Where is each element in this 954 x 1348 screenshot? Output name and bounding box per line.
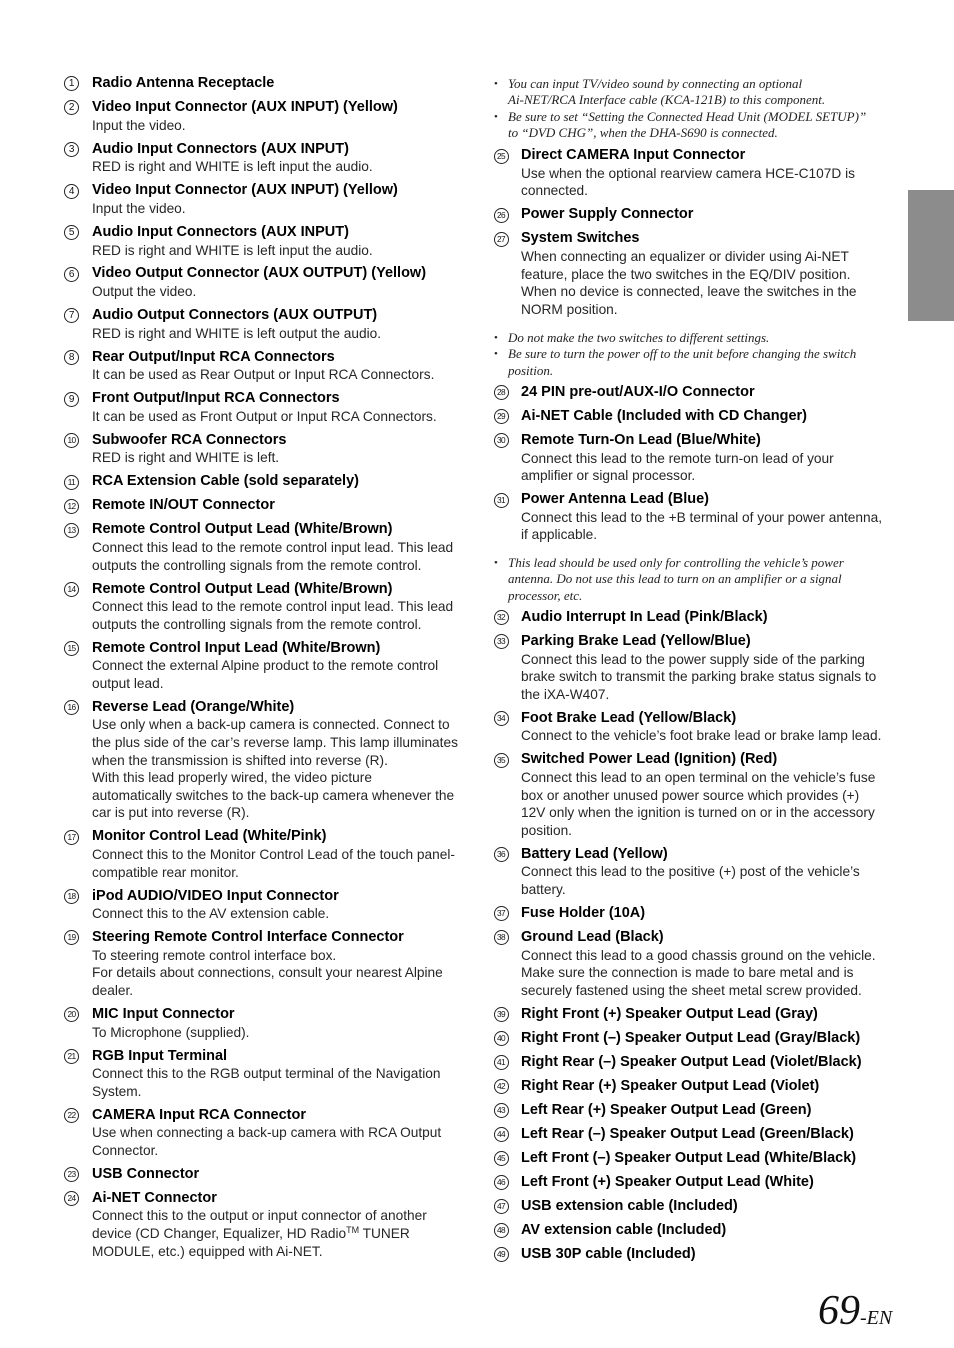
item-title: Left Front (–) Speaker Output Lead (White/Black) bbox=[521, 1149, 857, 1166]
item-number: 20 bbox=[64, 1007, 79, 1022]
item-title: Fuse Holder (10A) bbox=[521, 904, 646, 921]
item-number: 31 bbox=[494, 493, 509, 508]
item-title: Video Output Connector (AUX OUTPUT) (Yellow) bbox=[92, 265, 427, 282]
item-number: 35 bbox=[494, 753, 509, 768]
item-title: Audio Interrupt In Lead (Pink/Black) bbox=[521, 609, 768, 626]
left-column bbox=[67, 75, 490, 1266]
item-number: 1 bbox=[64, 76, 79, 91]
item-title: Ai-NET Connector bbox=[92, 1189, 217, 1206]
item-number: 43 bbox=[494, 1103, 509, 1118]
list-item bbox=[496, 1197, 901, 1216]
list-item bbox=[67, 1106, 490, 1160]
item-description: Output the video. bbox=[92, 284, 197, 300]
item-title: Audio Input Connectors (AUX INPUT) bbox=[92, 223, 349, 240]
item-description: Connect this lead to the remote control input lead. This lead outputs the controlling signals from the remote control. bbox=[92, 539, 454, 573]
item-description: Connect this to the AV extension cable. bbox=[92, 906, 330, 922]
item-title: Front Output/Input RCA Connectors bbox=[92, 390, 340, 407]
item-title: Video Input Connector (AUX INPUT) (Yellow) bbox=[92, 99, 398, 116]
item-number: 24 bbox=[64, 1191, 79, 1206]
list-item bbox=[68, 140, 490, 176]
list-item bbox=[67, 521, 490, 574]
item-number: 23 bbox=[64, 1167, 79, 1182]
item-title: 24 PIN pre-out/AUX-I/O Connector bbox=[521, 384, 755, 401]
item-number: 8 bbox=[64, 350, 79, 365]
item-number: 28 bbox=[494, 385, 509, 400]
item-title: Left Front (+) Speaker Output Lead (White) bbox=[521, 1173, 814, 1190]
item-number: 49 bbox=[494, 1247, 509, 1262]
item-title: Remote Control Output Lead (White/Brown) bbox=[92, 521, 393, 538]
item-title: USB 30P cable (Included) bbox=[521, 1245, 696, 1262]
item-number: 3 bbox=[64, 142, 79, 157]
item-description: Connect this lead to an open terminal on the vehicle’s fuse box or another unused power source which provides (+) 12V only when the ignition is turned on or in the accessory position. bbox=[521, 769, 876, 838]
item-number: 37 bbox=[494, 906, 509, 921]
list-item bbox=[68, 307, 490, 342]
item-description: To steering remote control interface box. For details about connections, consult your nearest Alpine dealer. bbox=[92, 947, 443, 998]
list-item bbox=[67, 497, 490, 515]
item-description: Connect this lead to the positive (+) post of the vehicle’s battery. bbox=[521, 864, 860, 897]
item-number: 9 bbox=[64, 392, 79, 407]
list-item bbox=[67, 1165, 490, 1184]
item-number: 12 bbox=[64, 499, 79, 514]
list-item bbox=[67, 639, 490, 693]
item-description: RED is right and WHITE is left output the audio. bbox=[92, 325, 382, 341]
list-item bbox=[68, 265, 490, 300]
note-item bbox=[494, 76, 901, 109]
item-title: System Switches bbox=[521, 230, 640, 247]
bullet-icon: • bbox=[494, 110, 498, 123]
page-number bbox=[818, 1290, 892, 1339]
list-item bbox=[67, 473, 490, 491]
list-item bbox=[68, 99, 490, 134]
item-description: It can be used as Rear Output or Input RCA Connectors. bbox=[92, 367, 435, 383]
item-number: 10 bbox=[64, 433, 79, 448]
item-number: 14 bbox=[64, 582, 79, 597]
item-description: Connect this to the Monitor Control Lead of the touch panel- compatible rear monitor. bbox=[92, 847, 455, 880]
item-title: RCA Extension Cable (sold separately) bbox=[92, 473, 359, 490]
item-title: Right Front (+) Speaker Output Lead (Gray) bbox=[521, 1005, 818, 1022]
note-text: Be sure to turn the power off to the unit before changing the switch position. bbox=[508, 346, 857, 378]
bullet-icon: • bbox=[494, 556, 498, 569]
list-item bbox=[67, 929, 490, 999]
item-number: 45 bbox=[494, 1151, 509, 1166]
item-title: Battery Lead (Yellow) bbox=[521, 845, 668, 862]
item-title: Switched Power Lead (Ignition) (Red) bbox=[521, 751, 778, 768]
item-title: Direct CAMERA Input Connector bbox=[521, 147, 746, 164]
list-item bbox=[496, 751, 901, 839]
list-item bbox=[67, 698, 490, 822]
item-number: 44 bbox=[494, 1127, 509, 1142]
bullet-icon: • bbox=[494, 77, 498, 90]
item-number: 42 bbox=[494, 1079, 509, 1094]
item-description: Connect this to the RGB output terminal of the Navigation System. bbox=[92, 1066, 441, 1099]
list-item bbox=[496, 491, 901, 544]
item-title: Right Front (–) Speaker Output Lead (Gray/Black) bbox=[521, 1029, 861, 1046]
list-item bbox=[67, 828, 490, 881]
item-description: Use when connecting a back-up camera with RCA Output Connector. bbox=[92, 1125, 442, 1158]
list-item bbox=[67, 1047, 490, 1101]
item-number: 33 bbox=[494, 634, 509, 649]
list-item bbox=[496, 633, 901, 703]
notes-list bbox=[494, 330, 901, 379]
list-item bbox=[68, 348, 490, 384]
item-number: 47 bbox=[494, 1199, 509, 1214]
list-item bbox=[496, 1221, 901, 1240]
item-title: USB extension cable (Included) bbox=[521, 1197, 738, 1214]
item-number: 6 bbox=[64, 267, 79, 282]
item-number: 17 bbox=[64, 830, 79, 845]
note-item bbox=[494, 330, 901, 346]
trademark-superscript: TM bbox=[346, 1225, 360, 1236]
item-title: Subwoofer RCA Connectors bbox=[92, 431, 287, 448]
list-item bbox=[496, 230, 901, 318]
list-item bbox=[496, 1245, 901, 1264]
item-title: Monitor Control Lead (White/Pink) bbox=[92, 828, 327, 845]
list-item bbox=[496, 432, 901, 485]
item-title: Power Antenna Lead (Blue) bbox=[521, 491, 709, 508]
item-title: AV extension cable (Included) bbox=[521, 1221, 727, 1238]
item-description: It can be used as Front Output or Input RCA Connectors. bbox=[92, 408, 437, 424]
item-number: 34 bbox=[494, 711, 509, 726]
list-item bbox=[496, 928, 901, 999]
item-title: RGB Input Terminal bbox=[92, 1047, 228, 1064]
item-title: Audio Output Connectors (AUX OUTPUT) bbox=[92, 307, 378, 324]
right-column bbox=[494, 75, 901, 1270]
list-item bbox=[496, 1173, 901, 1192]
bullet-icon: • bbox=[494, 331, 498, 344]
item-number: 15 bbox=[64, 641, 79, 656]
list-item bbox=[496, 1125, 901, 1144]
item-number: 18 bbox=[64, 889, 79, 904]
item-title: Rear Output/Input RCA Connectors bbox=[92, 348, 335, 365]
item-number: 46 bbox=[494, 1175, 509, 1190]
item-number: 27 bbox=[494, 232, 509, 247]
item-description: Connect this lead to the power supply side of the parking brake switch to transmit the parking brake status signals to the iXA-W407. bbox=[521, 651, 877, 702]
item-title: Power Supply Connector bbox=[521, 206, 694, 223]
list-item bbox=[67, 1005, 490, 1041]
list-item bbox=[496, 408, 901, 426]
description-text: TUNER MODULE, etc.) equipped with Ai-NET. bbox=[92, 1226, 410, 1259]
item-number: 29 bbox=[494, 409, 509, 424]
item-description: RED is right and WHITE is left. bbox=[92, 450, 280, 466]
note-item bbox=[494, 346, 901, 379]
note-item bbox=[494, 555, 901, 604]
item-title: USB Connector bbox=[92, 1165, 200, 1182]
item-title: Ground Lead (Black) bbox=[521, 928, 664, 945]
item-description: Connect the external Alpine product to the remote control output lead. bbox=[92, 658, 439, 691]
item-description: Connect this lead to the remote turn-on lead of your amplifier or signal processor. bbox=[521, 450, 834, 484]
item-description: Use only when a back-up camera is connected. Connect to the plus side of the car’s reverse lamp. This lamp illuminates when the transmission is shifted into reverse (R). With this lead properly wired, the video picture automatically switches to the back-up camera whenever the car is put into reverse (R). bbox=[92, 717, 458, 821]
item-number: 21 bbox=[64, 1049, 79, 1064]
item-number: 41 bbox=[494, 1055, 509, 1070]
list-item bbox=[68, 223, 490, 259]
item-title: Remote IN/OUT Connector bbox=[92, 497, 275, 514]
item-description: RED is right and WHITE is left input the audio. bbox=[92, 159, 373, 175]
list-item bbox=[68, 75, 490, 93]
list-item bbox=[68, 182, 490, 217]
list-item bbox=[67, 580, 490, 634]
item-title: Video Input Connector (AUX INPUT) (Yellow) bbox=[92, 182, 398, 199]
item-number: 5 bbox=[64, 225, 79, 240]
page-number-suffix: -EN bbox=[860, 1307, 893, 1329]
item-number: 11 bbox=[64, 475, 79, 490]
item-title: Reverse Lead (Orange/White) bbox=[92, 698, 295, 715]
item-title: Remote Control Input Lead (White/Brown) bbox=[92, 639, 381, 656]
list-item bbox=[496, 904, 901, 923]
item-description: Connect this lead to a good chassis ground on the vehicle. Make sure the connection is made to bare metal and is securely fastened using the sheet metal screw provided. bbox=[521, 947, 876, 998]
bullet-icon: • bbox=[494, 348, 498, 361]
item-title: Right Rear (–) Speaker Output Lead (Violet/Black) bbox=[521, 1053, 862, 1070]
item-number: 38 bbox=[494, 930, 509, 945]
item-number: 7 bbox=[64, 308, 79, 323]
item-description: Use when the optional rearview camera HCE-C107D is connected. bbox=[521, 165, 855, 199]
list-item bbox=[67, 431, 490, 467]
list-item bbox=[496, 206, 901, 224]
item-description: Input the video. bbox=[92, 200, 186, 216]
note-text: This lead should be used only for controlling the vehicle’s power antenna. Do not use this lead to turn on an amplifier or a signal processor, etc. bbox=[508, 554, 844, 603]
description-text: Connect this to the output or input connector of another device (CD Changer, Equalizer, HD Radio bbox=[92, 1208, 427, 1242]
item-number: 22 bbox=[64, 1108, 79, 1123]
list-item bbox=[496, 1077, 901, 1096]
list-item bbox=[496, 384, 901, 402]
item-title: iPod AUDIO/VIDEO Input Connector bbox=[92, 887, 339, 904]
item-title: Right Rear (+) Speaker Output Lead (Violet) bbox=[521, 1077, 820, 1094]
item-number: 40 bbox=[494, 1031, 509, 1046]
item-description bbox=[92, 1207, 490, 1260]
item-title: Radio Antenna Receptacle bbox=[92, 75, 275, 92]
item-number: 26 bbox=[494, 208, 509, 223]
item-title: Left Rear (+) Speaker Output Lead (Green) bbox=[521, 1101, 812, 1118]
item-title: Ai-NET Cable (Included with CD Changer) bbox=[521, 408, 807, 425]
section-tab bbox=[908, 190, 954, 321]
page-number-value: 69 bbox=[818, 1288, 860, 1334]
item-description: When connecting an equalizer or divider using Ai-NET feature, place the two switches in the EQ/DIV position. When no device is connected, leave the switches in the NORM position. bbox=[521, 248, 857, 317]
notes-list bbox=[494, 555, 901, 604]
item-title: Left Rear (–) Speaker Output Lead (Green/Black) bbox=[521, 1125, 854, 1142]
list-item bbox=[496, 1005, 901, 1024]
list-item bbox=[67, 1189, 490, 1260]
item-number: 19 bbox=[64, 930, 79, 945]
list-item bbox=[496, 1053, 901, 1072]
list-item bbox=[496, 1149, 901, 1168]
list-item bbox=[496, 709, 901, 745]
list-item bbox=[496, 147, 901, 200]
item-number: 4 bbox=[64, 184, 79, 199]
item-number: 25 bbox=[494, 149, 509, 164]
list-item bbox=[496, 1101, 901, 1120]
item-description: Connect this lead to the +B terminal of your power antenna, if applicable. bbox=[521, 509, 883, 543]
note-text: Do not make the two switches to different settings. bbox=[508, 329, 770, 345]
list-item bbox=[68, 390, 490, 425]
item-number: 48 bbox=[494, 1223, 509, 1238]
item-title: CAMERA Input RCA Connector bbox=[92, 1106, 306, 1123]
item-number: 36 bbox=[494, 847, 509, 862]
item-description: To Microphone (supplied). bbox=[92, 1024, 250, 1040]
item-title: Remote Turn-On Lead (Blue/White) bbox=[521, 432, 761, 449]
note-item bbox=[494, 109, 901, 142]
item-title: Steering Remote Control Interface Connector bbox=[92, 929, 404, 946]
note-text: Be sure to set “Setting the Connected Head Unit (MODEL SETUP)” to “DVD CHG”, when the DHA-S690 is connected. bbox=[508, 108, 867, 141]
item-description: RED is right and WHITE is left input the audio. bbox=[92, 242, 373, 258]
item-title: MIC Input Connector bbox=[92, 1005, 235, 1022]
item-title: Parking Brake Lead (Yellow/Blue) bbox=[521, 633, 751, 650]
item-title: Remote Control Output Lead (White/Brown) bbox=[92, 580, 393, 597]
item-title: Audio Input Connectors (AUX INPUT) bbox=[92, 140, 349, 157]
item-number: 13 bbox=[64, 523, 79, 538]
item-description: Input the video. bbox=[92, 117, 186, 133]
list-item bbox=[496, 1029, 901, 1048]
item-number: 32 bbox=[494, 610, 509, 625]
list-item bbox=[67, 887, 490, 923]
note-text: You can input TV/video sound by connecting an optional Ai-NET/RCA Interface cable (KCA-121B) to this component. bbox=[508, 75, 826, 108]
item-number: 2 bbox=[64, 100, 79, 115]
item-description: Connect this lead to the remote control input lead. This lead outputs the controlling signals from the remote control. bbox=[92, 599, 454, 632]
item-description: Connect to the vehicle’s foot brake lead or brake lamp lead. bbox=[521, 728, 882, 744]
item-number: 30 bbox=[494, 433, 509, 448]
item-number: 16 bbox=[64, 700, 79, 715]
list-item bbox=[496, 609, 901, 627]
item-number: 39 bbox=[494, 1007, 509, 1022]
item-title: Foot Brake Lead (Yellow/Black) bbox=[521, 709, 737, 726]
notes-list bbox=[494, 76, 901, 142]
list-item bbox=[496, 845, 901, 899]
